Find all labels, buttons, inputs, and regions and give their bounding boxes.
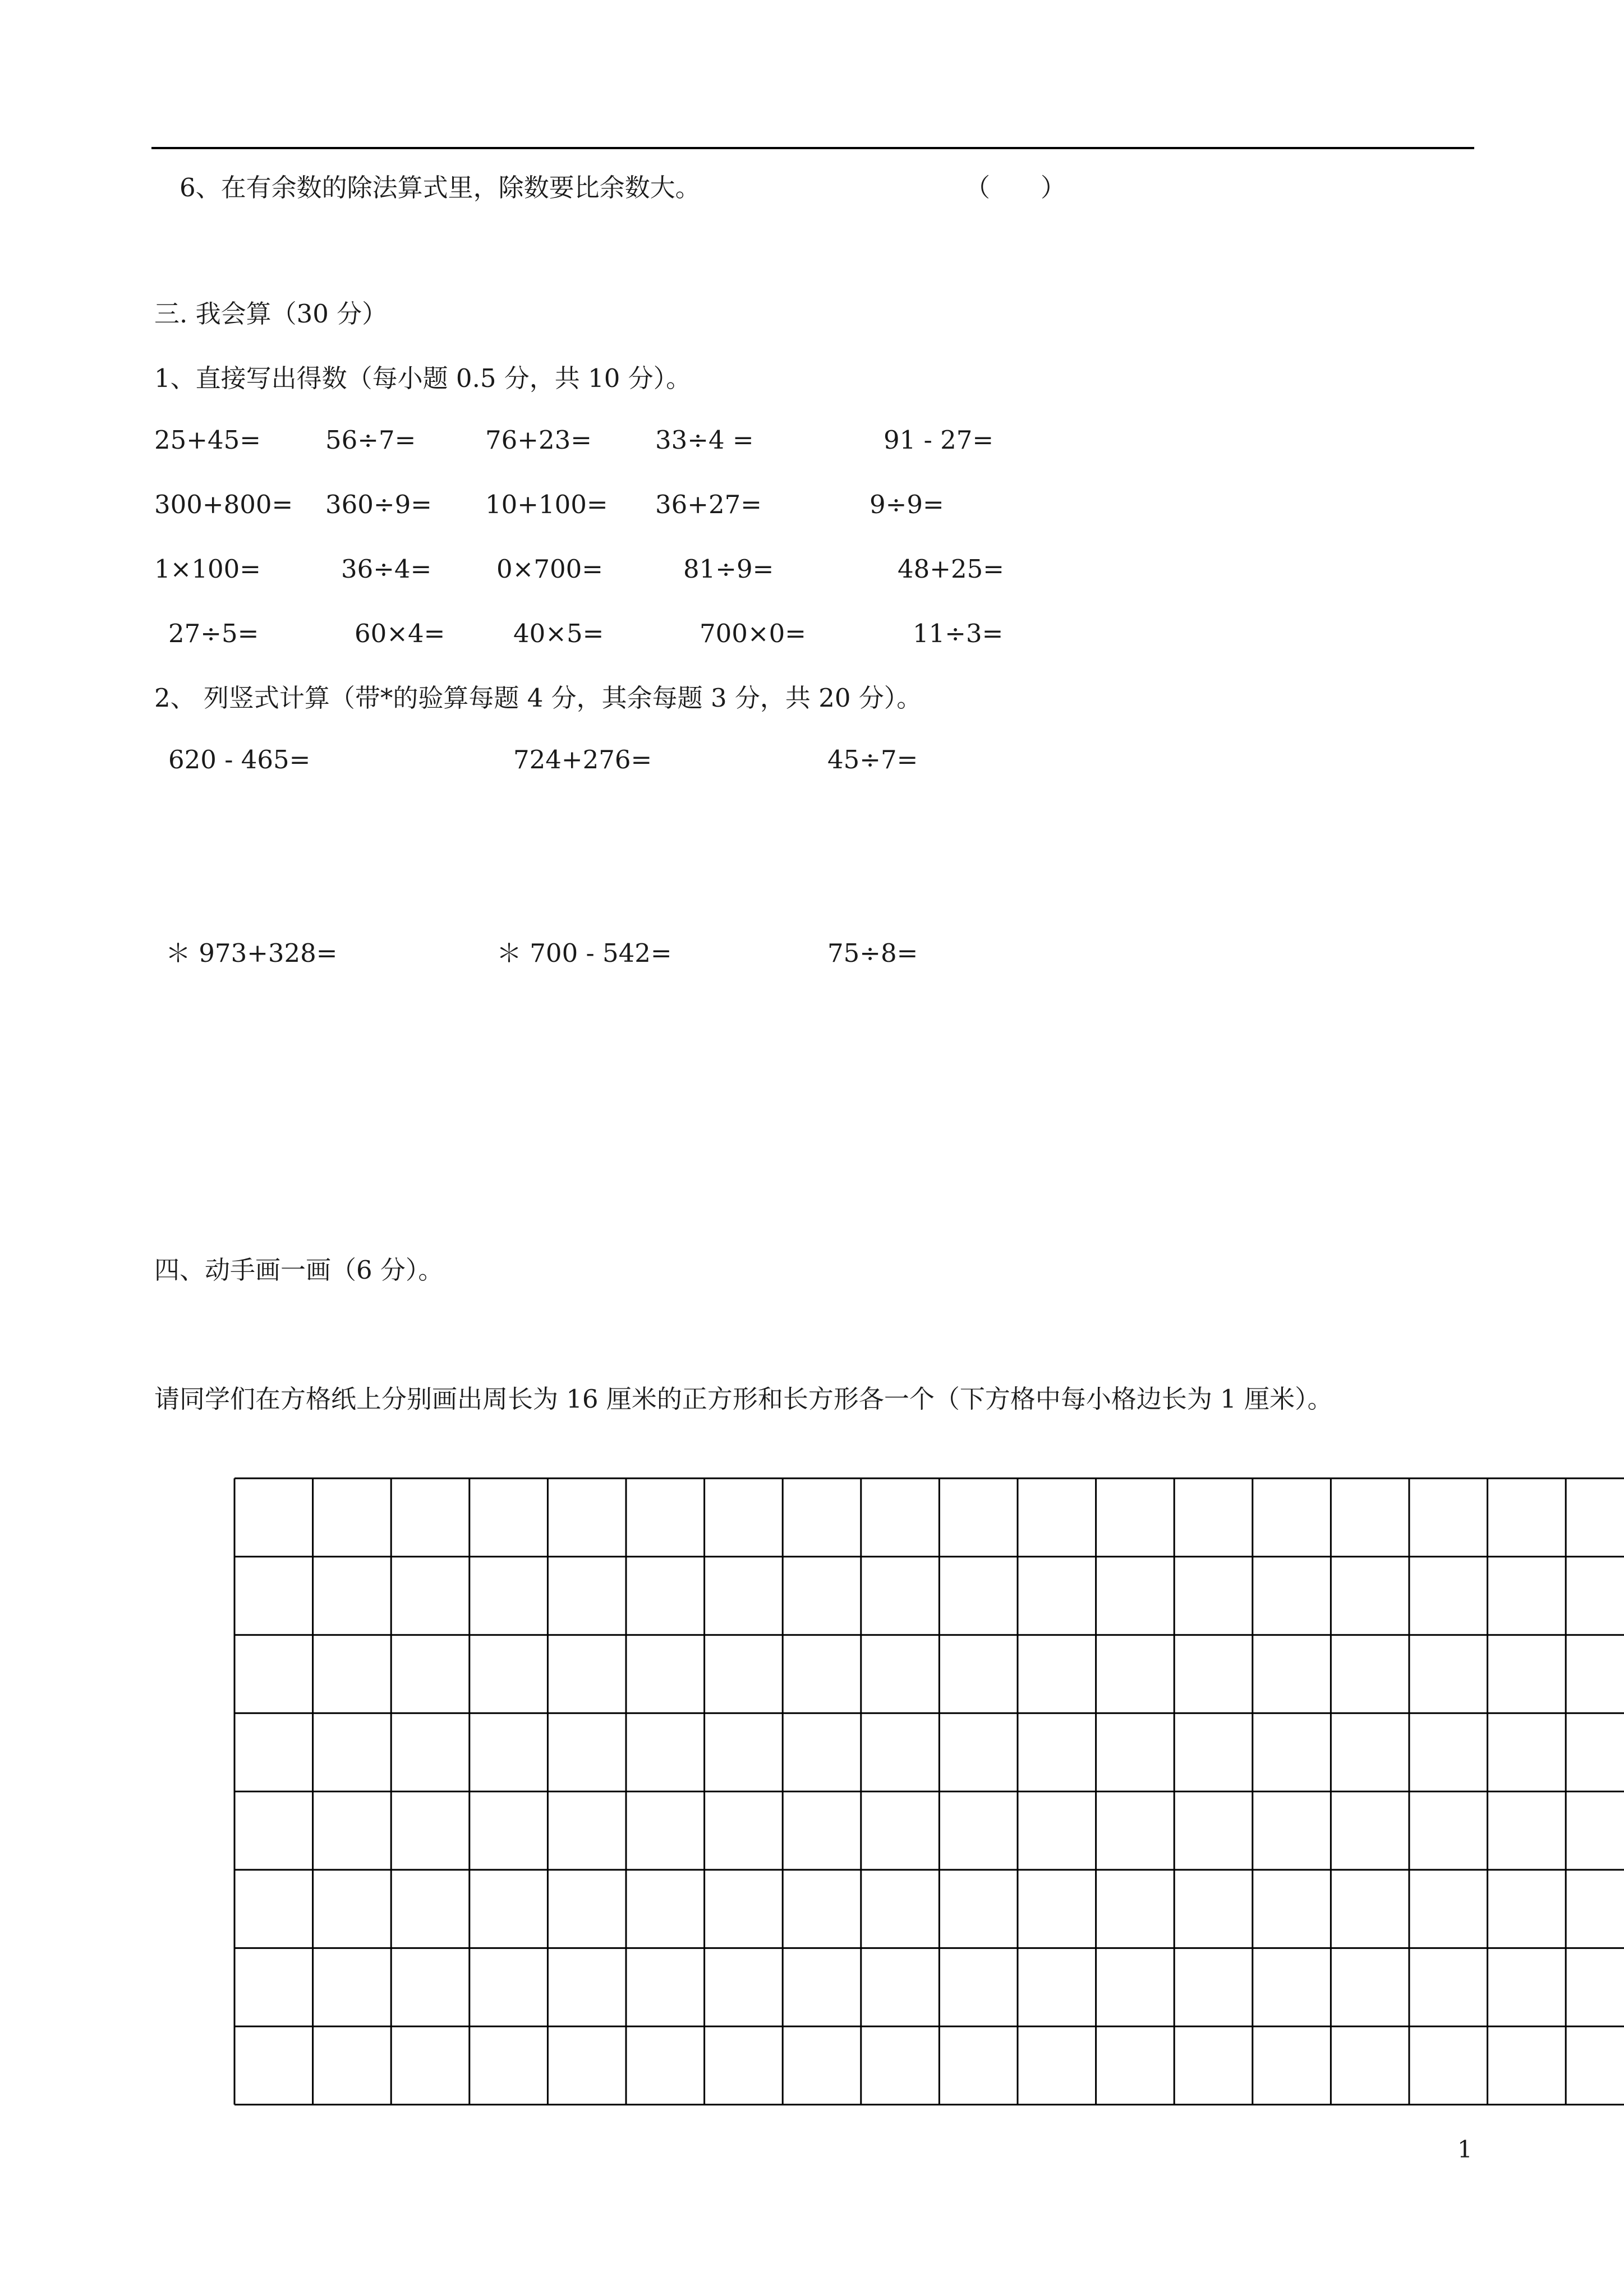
square-grid-paper[interactable] <box>233 1477 1624 2108</box>
calc-item: 81÷9= <box>683 554 774 584</box>
calc-item: 33÷4 = <box>655 425 754 455</box>
calc-item: 36+27= <box>655 490 762 519</box>
vertical-calc-item: ＊ 700 - 542= <box>496 938 672 968</box>
calc-item: 700×0= <box>700 619 806 648</box>
vertical-calc-item: ＊ 973+328= <box>165 938 338 968</box>
calc-item: 10+100= <box>485 490 608 519</box>
calc-item: 60×4= <box>355 619 445 648</box>
calc-item: 11÷3= <box>913 619 1004 648</box>
calc-item: 1×100= <box>154 554 261 584</box>
calc-item: 91 - 27= <box>884 425 994 455</box>
part-2-title: 2、 列竖式计算（带*的验算每题 4 分，其余每题 3 分，共 20 分）。 <box>154 683 922 713</box>
calc-item: 36÷4= <box>341 554 432 584</box>
vertical-calc-item: 620 - 465= <box>168 745 311 774</box>
calc-item: 40×5= <box>513 619 604 648</box>
vertical-calc-item: 75÷8= <box>827 938 918 968</box>
header-rule <box>151 147 1474 149</box>
calc-item: 25+45= <box>154 425 261 455</box>
calc-item: 9÷9= <box>869 490 944 519</box>
section-3-title: 三. 我会算（30 分） <box>154 299 388 329</box>
calc-item: 48+25= <box>898 554 1004 584</box>
calc-item: 360÷9= <box>325 490 432 519</box>
calc-item: 27÷5= <box>168 619 259 648</box>
answer-bracket: （ ） <box>965 173 1066 202</box>
section-4-title: 四、动手画一画（6 分）。 <box>154 1255 444 1285</box>
question-6-text: 6、在有余数的除法算式里，除数要比余数大。 <box>180 173 701 202</box>
page-number: 1 <box>1457 2136 1473 2163</box>
calc-item: 76+23= <box>485 425 592 455</box>
part-1-title: 1、直接写出得数（每小题 0.5 分，共 10 分）。 <box>154 363 692 393</box>
drawing-instruction: 请同学们在方格纸上分别画出周长为 16 厘米的正方形和长方形各一个（下方格中每小格边长为 1 厘米）。 <box>154 1384 1333 1414</box>
calc-item: 300+800= <box>154 490 293 519</box>
vertical-calc-item: 724+276= <box>513 745 652 774</box>
vertical-calc-item: 45÷7= <box>827 745 918 774</box>
calc-item: 0×700= <box>496 554 603 584</box>
calc-item: 56÷7= <box>325 425 416 455</box>
